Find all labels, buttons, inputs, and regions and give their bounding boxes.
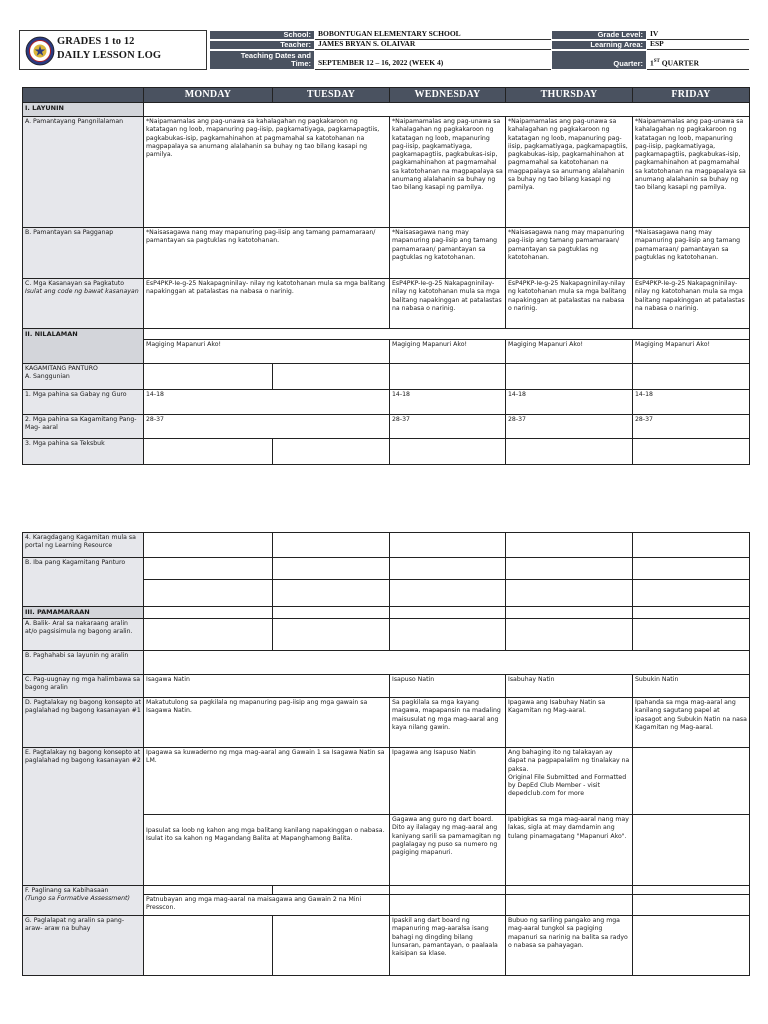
section-layunin: I. LAYUNIN xyxy=(23,103,144,117)
row-label-discussion-1: D. Pagtalakay ng bagong konsepto at paglalahad ng bagong kasanayan #1 xyxy=(23,698,144,748)
day-header-wednesday: WEDNESDAY xyxy=(390,88,506,103)
table-row xyxy=(23,675,750,698)
other-materials-mon xyxy=(144,558,273,580)
day-header-thursday: THURSDAY xyxy=(506,88,633,103)
row-label-mastery xyxy=(23,886,144,916)
learning-area-label: Learning Area: xyxy=(551,40,647,50)
mastery-tue-top xyxy=(273,886,390,895)
content-standards-wed: *Naipamamalas ang pag-unawa sa kahalagahan ng pagkakaroon ng katatagan ng loob, mapanuring pag-iisip, pagkamatiyaga, pagkamapagtiis, pagkabukas-isip, pagkamahinahon at pagmamahal sa katotohanan na magpapalaya sa anumang alalahanin sa buhay ng tao bilang kasapi ng pamilya. xyxy=(390,117,506,228)
row-label-textbook-pages: 3. Mga pahina sa Teksbuk xyxy=(23,439,144,465)
row-label-learning-resources xyxy=(23,364,144,390)
table-row xyxy=(23,533,750,558)
section-nilalaman: II. NILALAMAN xyxy=(23,329,144,364)
mastery-thu-top xyxy=(506,886,633,895)
quarter-word: QUARTER xyxy=(659,58,699,68)
teacher-label: Teacher: xyxy=(209,40,315,50)
lm-pages-mon-tue: 28-37 xyxy=(144,415,390,439)
teacher-value: JAMES BRYAN S. OLAIVAR xyxy=(315,40,551,50)
row-label-content-standards: A. Pamantayang Pangnilalaman xyxy=(23,117,144,228)
tg-pages-fri: 14-18 xyxy=(633,390,750,415)
table-row xyxy=(23,439,750,465)
review-tue xyxy=(273,619,390,651)
brand-title-dll: DAILY LESSON LOG xyxy=(57,50,162,61)
discussion1-fri: Ipahanda sa mga mag-aaral ang kanilang sagutang papel at ipasagot ang Subukin Natin na nasa Kagamitan ng Mag-aaral. xyxy=(633,698,750,748)
pamamaraan-fri xyxy=(633,607,750,619)
mastery-mon-top xyxy=(144,886,273,895)
mastery-note: (Tungo sa Formative Assessment) xyxy=(25,895,130,903)
quarter-suffix: ST xyxy=(653,59,660,64)
review-mon xyxy=(144,619,273,651)
resources-wed xyxy=(390,364,506,390)
row-label-learner-material-pages: 2. Mga pahina sa Kagamitang Pang- Mag- aaral xyxy=(23,415,144,439)
other-materials-mon-2 xyxy=(144,580,273,607)
performance-standards-wed: *Naisasagawa nang may mapanuring pag-iisip ang tamang pamamaraan/ pamantayan sa pagtuklas ng katotohanan. xyxy=(390,228,506,279)
table-row xyxy=(23,607,750,619)
teaching-dates-label-line1: Teaching Dates and xyxy=(240,51,311,60)
table-row xyxy=(23,415,750,439)
discussion2-mon-tue: Ipagawa sa kuwaderno ng mga mag-aaral ang Gawain 1 sa Isagawa Natin sa LM. xyxy=(144,748,390,815)
deped-seal-icon xyxy=(25,36,55,66)
header-info-grid xyxy=(209,30,749,72)
dll-header xyxy=(19,30,749,72)
content-standards-thu: *Naipamamalas ang pag-unawa sa kahalagahan ng pagkakaroon ng katatagan ng loob, mapanuring pag-iisip, pagkamatiyaga, pagkamapagtiis, pagkabukas-isip, pagkamahinahon at pagmamahal sa katotohanan na magpapalaya sa anumang alalahanin sa buhay ng tao bilang kasapi ng pamilya. xyxy=(506,117,633,228)
discussion2-thu: Ang bahaging ito ng talakayan ay dapat na pagpapalalim ng tinalakay na paksa. Original File Submitted and Formatted by DepEd Club Member - visit depedclub.com for more xyxy=(506,748,633,815)
school-label: School: xyxy=(209,30,315,40)
lesson-table-part-1 xyxy=(22,87,750,465)
application-wed: Ipaskil ang dart board ng mapanuring mag-aaralsa isang bahagi ng dingding bilang lunsaran, pamantayan, o paalaala kaisipan sa klase. xyxy=(390,916,506,976)
application-thu: Bubuo ng sariling pangako ang mga mag-aaral tungkol sa pagiging mapanuri sa narinig na balita sa radyo o nabasa sa pahayagan. xyxy=(506,916,633,976)
lesson-table-part-2 xyxy=(22,532,750,976)
review-fri xyxy=(633,619,750,651)
pamamaraan-wed xyxy=(390,607,506,619)
learning-area-value: ESP xyxy=(647,40,749,50)
table-row xyxy=(23,558,750,580)
pamamaraan-mon xyxy=(144,607,273,619)
table-row xyxy=(23,886,750,895)
grade-level-label: Grade Level: xyxy=(551,30,647,40)
resources-mon xyxy=(144,364,273,390)
layunin-blank-cell xyxy=(144,103,750,117)
competencies-thu: EsP4PKP-Ie-g-25 Nakapagninilay-nilay ng katotohanan mula sa mga balitang napakinggan at patalastas na nabasa o narinig. xyxy=(506,279,633,329)
application-mon xyxy=(144,916,273,976)
row-label-examples: C. Pag-uugnay ng mga halimbawa sa bagong aralin xyxy=(23,675,144,698)
table-row xyxy=(23,103,750,117)
examples-mon-tue: Isagawa Natin xyxy=(144,675,390,698)
other-materials-wed xyxy=(390,558,506,580)
content-mon-tue: Magiging Mapanuri Ako! xyxy=(144,340,390,364)
lr-portal-wed xyxy=(390,533,506,558)
content-standards-mon-tue: *Naipamamalas ang pag-unawa sa kahalagahan ng pagkakaroon ng katatagan ng loob, mapanuring pag-iisip, pagkamatiyaga, pagkamapagtiis, pagkabukas-isip, pagkamahinahon at pagmamahal sa katotohanan na magpapalaya sa anumang alalahanin sa buhay ng tao bilang kasapi ng pamilya. xyxy=(144,117,390,228)
lm-pages-thu: 28-37 xyxy=(506,415,633,439)
grade-level-value: IV xyxy=(647,30,749,40)
content-standards-fri: *Naipamamalas ang pag-unawa sa kahalagahan ng pagkakaroon ng katatagan ng loob, mapanuring pag-iisip, pagkamatiyaga, pagkamapagtiis, pagkabukas-isip, pagkamahinahon at pagmamahal sa katotohanan na magpapalaya sa anumang alalahanin sa buhay ng tao bilang kasapi ng pamilya. xyxy=(633,117,750,228)
table-row xyxy=(23,390,750,415)
examples-wed: Isapuso Natin xyxy=(390,675,506,698)
other-materials-wed-2 xyxy=(390,580,506,607)
lm-pages-fri: 28-37 xyxy=(633,415,750,439)
tg-pages-wed: 14-18 xyxy=(390,390,506,415)
discussion1-mon-tue: Makatutulong sa pagkilala ng mapanuring pag-iisip ang mga gawain sa Isagawa Natin. xyxy=(144,698,390,748)
school-value: BOBONTUGAN ELEMENTARY SCHOOL xyxy=(315,30,551,40)
application-fri xyxy=(633,916,750,976)
row-label-other-materials: B. Iba pang Kagamitang Panturo xyxy=(23,558,144,607)
tg-pages-mon-tue: 14-18 xyxy=(144,390,390,415)
content-thu: Magiging Mapanuri Ako! xyxy=(506,340,633,364)
mastery-wed xyxy=(390,895,506,916)
teaching-dates-value: SEPTEMBER 12 – 16, 2022 (WEEK 4) xyxy=(315,50,551,70)
row-label-teacher-guide-pages: 1. Mga pahina sa Gabay ng Guro xyxy=(23,390,144,415)
learning-resources-title: KAGAMITANG PANTURO xyxy=(25,365,98,372)
quarter-label: Quarter: xyxy=(551,50,647,70)
table-row xyxy=(23,619,750,651)
tb-pages-thu xyxy=(506,439,633,465)
performance-standards-mon-tue: *Naisasagawa nang may mapanuring pag-iisip ang tamang pamamaraan/ pamantayan sa pagtuklas ng katotohanan. xyxy=(144,228,390,279)
competencies-mon-tue: EsP4PKP-Ie-g-25 Nakapagninilay- nilay ng katotohanan mula sa mga balitang napakinggan at patalastas na nabasa o narinig. xyxy=(144,279,390,329)
performance-standards-thu: *Naisasagawa nang may mapanuring pag-iisip ang tamang pamamaraan/ pamantayan sa pagtuklas ng katotohanan. xyxy=(506,228,633,279)
lm-pages-wed: 28-37 xyxy=(390,415,506,439)
content-wed: Magiging Mapanuri Ako! xyxy=(390,340,506,364)
mastery-fri-top xyxy=(633,886,750,895)
tb-pages-mon xyxy=(144,439,273,465)
performance-standards-fri: *Naisasagawa nang may mapanuring pag-iisip ang tamang pamamaraan/ pamantayan sa pagtuklas ng katotohanan. xyxy=(633,228,750,279)
discussion2b-thu: Ipabigkas sa mga mag-aaral nang may lakas, sigla at may damdamin ang tulang pinamagatang "Mapanuri Ako". xyxy=(506,815,633,886)
resources-fri xyxy=(633,364,750,390)
mastery-mon-tue: Patnubayan ang mga mag-aaral na maisagawa ang Gawain 2 na Mini Presscon. xyxy=(144,895,390,916)
other-materials-fri xyxy=(633,558,750,580)
application-tue xyxy=(273,916,390,976)
references-label: A. Sanggunian xyxy=(25,373,70,381)
tb-pages-tue xyxy=(273,439,390,465)
quarter-value xyxy=(647,50,749,70)
learning-competencies-note: Isulat ang code ng bawat kasanayan xyxy=(25,288,139,296)
quarter-number: 1 xyxy=(650,58,654,68)
header-corner-cell xyxy=(23,88,144,103)
table-row xyxy=(23,698,750,748)
table-row xyxy=(23,279,750,329)
table-row xyxy=(23,748,750,815)
row-label-purpose: B. Paghahabi sa layunin ng aralin xyxy=(23,651,144,675)
discussion1-wed: Sa pagkilala sa mga kayang magawa, mapapansin na madaling maisusulat ng mga mag-aaral ang kaya nilang gawin. xyxy=(390,698,506,748)
other-materials-tue xyxy=(273,558,390,580)
examples-fri: Subukin Natin xyxy=(633,675,750,698)
mastery-thu xyxy=(506,895,633,916)
table-row xyxy=(23,916,750,976)
teaching-dates-label-line2: Time: xyxy=(291,58,311,68)
day-header-monday: MONDAY xyxy=(144,88,273,103)
resources-thu xyxy=(506,364,633,390)
brand-box xyxy=(19,30,207,70)
purpose-cell xyxy=(144,651,750,675)
learning-competencies-title: C. Mga Kasanayan sa Pagkatuto xyxy=(25,280,125,287)
table-row xyxy=(23,329,750,340)
discussion1-thu: Ipagawa ang Isabuhay Natin sa Kagamitan ng Mag-aaral. xyxy=(506,698,633,748)
teaching-dates-label xyxy=(209,50,315,70)
tb-pages-wed xyxy=(390,439,506,465)
resources-tue xyxy=(273,364,390,390)
row-label-learning-competencies xyxy=(23,279,144,329)
content-fri: Magiging Mapanuri Ako! xyxy=(633,340,750,364)
competencies-fri: EsP4PKP-Ie-g-25 Nakapagninilay-nilay ng katotohanan mula sa mga balitang napakinggan at patalastas na nabasa o narinig. xyxy=(633,279,750,329)
nilalaman-blank-cell xyxy=(144,329,750,340)
competencies-wed: EsP4PKP-Ie-g-25 Nakapagninilay- nilay ng katotohanan mula sa mga balitang napakinggan at patalastas na nabasa o narinig. xyxy=(390,279,506,329)
table-row xyxy=(23,364,750,390)
other-materials-thu-2 xyxy=(506,580,633,607)
pamamaraan-thu xyxy=(506,607,633,619)
day-header-tuesday: TUESDAY xyxy=(273,88,390,103)
tg-pages-thu: 14-18 xyxy=(506,390,633,415)
other-materials-tue-2 xyxy=(273,580,390,607)
discussion2b-mon-tue: Ipasulat sa loob ng kahon ang mga balitang kanilang napakinggan o nabasa. Isulat ito sa kahon ng Magandang Balita at Mapanghamong Balita. xyxy=(144,815,390,886)
row-label-performance-standards: B. Pamantayan sa Pagganap xyxy=(23,228,144,279)
other-materials-thu xyxy=(506,558,633,580)
section-pamamaraan: III. PAMAMARAAN xyxy=(23,607,144,619)
review-wed xyxy=(390,619,506,651)
lr-portal-tue xyxy=(273,533,390,558)
lr-portal-mon xyxy=(144,533,273,558)
row-label-review: A. Balik- Aral sa nakaraang aralin at/o pagsisimula ng bagong aralin. xyxy=(23,619,144,651)
other-materials-fri-2 xyxy=(633,580,750,607)
discussion2b-fri xyxy=(633,815,750,886)
discussion2-wed: Ipagawa ang Isapuso Natin xyxy=(390,748,506,815)
mastery-fri xyxy=(633,895,750,916)
mastery-wed-top xyxy=(390,886,506,895)
day-header-friday: FRIDAY xyxy=(633,88,750,103)
pamamaraan-tue xyxy=(273,607,390,619)
tb-pages-fri xyxy=(633,439,750,465)
table-row xyxy=(23,117,750,228)
discussion2-fri xyxy=(633,748,750,815)
examples-thu: Isabuhay Natin xyxy=(506,675,633,698)
mastery-title: F. Paglinang sa Kabihasaan xyxy=(25,887,109,894)
lr-portal-fri xyxy=(633,533,750,558)
table-row xyxy=(23,651,750,675)
table-row xyxy=(23,228,750,279)
lr-portal-thu xyxy=(506,533,633,558)
discussion2b-wed: Gagawa ang guro ng dart board. Dito ay ilalagay ng mag-aaral ang kaniyang sarili sa pamamagitan ng paglalagay ng puso sa numero ng pagiging mapanuri. xyxy=(390,815,506,886)
brand-title-grades: GRADES 1 to 12 xyxy=(57,36,135,47)
row-label-discussion-2: E. Pagtalakay ng bagong konsepto at paglalahad ng bagong kasanayan #2 xyxy=(23,748,144,886)
row-label-lr-portal: 4. Karagdagang Kagamitan mula sa portal ng Learning Resource xyxy=(23,533,144,558)
row-label-application: G. Paglalapat ng aralin sa pang-araw- araw na buhay xyxy=(23,916,144,976)
day-header-row xyxy=(23,88,750,103)
review-thu xyxy=(506,619,633,651)
